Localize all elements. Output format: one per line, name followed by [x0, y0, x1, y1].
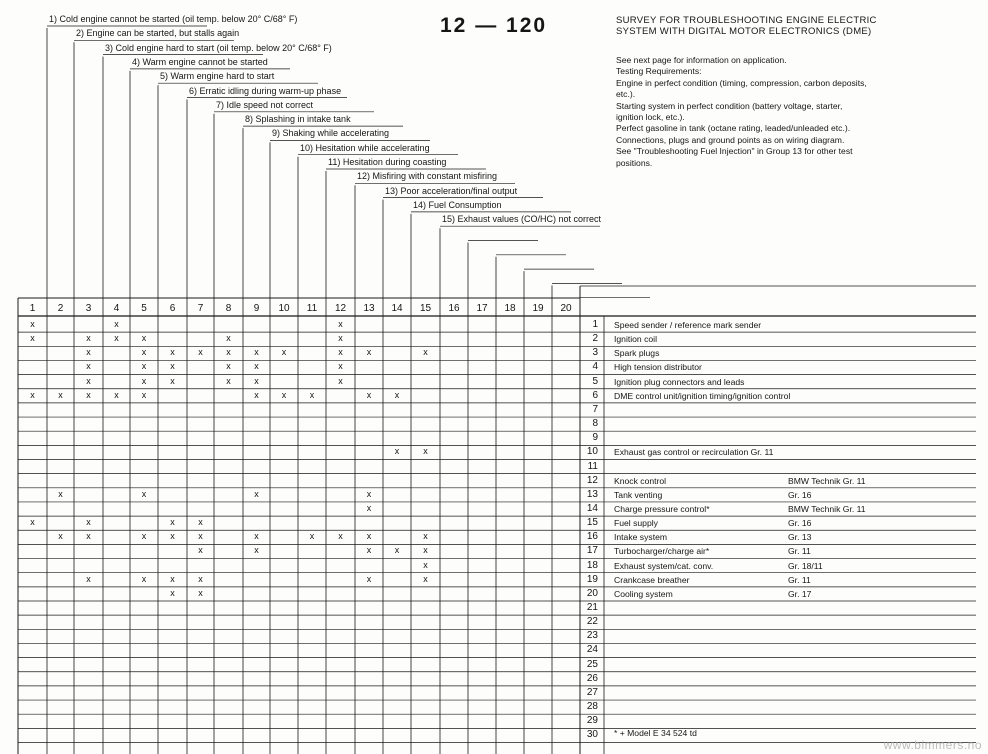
x-mark: x [366, 502, 372, 513]
column-number-4: 4 [113, 303, 120, 314]
symptom-label-6: 6) Erratic idling during warm-up phase [189, 85, 342, 96]
note-line: See "Troubleshooting Fuel Injection" in Group 13 for other test [616, 146, 853, 157]
x-mark: x [226, 361, 231, 372]
x-mark: x [366, 389, 372, 400]
x-mark: x [141, 573, 147, 584]
x-mark: x [198, 347, 203, 358]
row-label: Ignition plug connectors and leads [614, 376, 745, 387]
row-label: Tank venting [614, 489, 663, 500]
row-label: Turbocharger/charge air* [614, 546, 710, 557]
x-mark: x [141, 389, 147, 400]
row-label: Intake system [614, 532, 668, 543]
row-label: Spark plugs [614, 348, 660, 359]
x-mark: x [198, 517, 203, 528]
x-mark: x [423, 573, 428, 584]
row-group-reference: Gr. 13 [788, 532, 812, 543]
x-mark: x [366, 573, 372, 584]
row-number: 12 [586, 474, 598, 486]
row-number: 25 [586, 658, 598, 670]
note-line: See next page for information on application. [616, 55, 787, 65]
row-label: DME control unit/ignition timing/ignition control [614, 390, 791, 401]
x-mark: x [114, 333, 119, 344]
x-mark: x [86, 333, 91, 344]
column-number-20: 20 [560, 303, 572, 314]
survey-title-line: SYSTEM WITH DIGITAL MOTOR ELECTRONICS (DME) [616, 26, 872, 37]
column-number-9: 9 [253, 303, 260, 314]
symptom-label-13: 13) Poor acceleration/final output [385, 185, 518, 196]
x-mark: x [198, 587, 203, 598]
row-number: 23 [586, 630, 598, 642]
testing-requirements-notes [616, 55, 946, 169]
x-mark: x [114, 319, 119, 329]
row-number: 6 [592, 389, 598, 401]
row-number: 9 [592, 432, 598, 444]
row-number: 10 [586, 446, 598, 458]
x-mark: x [338, 531, 343, 542]
row-label: Fuel supply [614, 518, 658, 529]
column-number-14: 14 [391, 303, 403, 314]
row-label: Knock control [614, 475, 667, 486]
x-mark: x [170, 347, 175, 358]
symptom-label-3: 3) Cold engine hard to start (oil temp. below 20° C/68° F) [105, 42, 332, 53]
row-number: 21 [586, 602, 598, 613]
survey-title [616, 15, 877, 37]
symptom-label-2: 2) Engine can be started, but stalls again [76, 28, 240, 39]
row-label: Charge pressure control* [614, 503, 710, 514]
x-mark: x [86, 347, 91, 358]
row-number: 2 [592, 333, 598, 345]
x-mark: x [254, 545, 259, 556]
x-mark: x [86, 389, 91, 400]
x-mark: x [58, 531, 63, 542]
x-mark: x [338, 347, 343, 358]
row-label: Exhaust gas control or recirculation Gr. 11 [614, 447, 774, 458]
column-number-16: 16 [448, 303, 460, 314]
note-line: etc.). [616, 89, 636, 100]
row-label: Speed sender / reference mark sender [614, 320, 762, 330]
x-mark: x [86, 361, 91, 372]
x-mark: x [198, 573, 203, 584]
page-number: 12 — 120 [440, 14, 548, 37]
x-mark: x [30, 517, 35, 528]
note-line: Connections, plugs and ground points as on wiring diagram. [616, 134, 845, 145]
x-mark: x [309, 531, 315, 542]
row-group-reference: Gr. 17 [788, 588, 812, 599]
x-mark: x [86, 573, 91, 584]
column-number-13: 13 [363, 303, 375, 314]
x-mark: x [394, 545, 400, 556]
column-number-3: 3 [85, 303, 92, 314]
x-mark: x [58, 488, 63, 499]
row-number: 3 [592, 347, 598, 359]
watermark: www.bimmers.no [883, 738, 982, 752]
symptom-label-10: 10) Hesitation while accelerating [300, 142, 430, 153]
x-mark: x [114, 389, 119, 400]
symptom-label-1: 1) Cold engine cannot be started (oil temp. below 20° C/68° F) [49, 14, 298, 24]
x-mark: x [423, 531, 428, 542]
row-number: 19 [586, 573, 598, 585]
row-number: 18 [586, 559, 598, 571]
symptom-label-7: 7) Idle speed not correct [216, 99, 314, 110]
x-mark: x [366, 488, 372, 499]
row-label: Cooling system [614, 588, 673, 599]
row-number: 14 [586, 502, 598, 514]
symptom-label-8: 8) Splashing in intake tank [245, 114, 351, 125]
note-line: Engine in perfect condition (timing, compression, carbon deposits, [616, 77, 867, 88]
column-number-15: 15 [419, 303, 432, 314]
x-mark: x [30, 333, 35, 344]
column-number-12: 12 [334, 303, 347, 314]
x-mark: x [338, 375, 343, 386]
x-mark: x [170, 517, 175, 528]
x-mark: x [254, 488, 259, 499]
x-mark: x [338, 319, 343, 329]
row-number: 17 [586, 545, 598, 557]
note-line: Testing Requirements: [616, 66, 702, 77]
x-mark: x [423, 559, 428, 570]
x-mark: x [170, 573, 175, 584]
row-number: 4 [592, 361, 598, 373]
row-group-reference: BMW Technik Gr. 11 [788, 503, 866, 514]
x-mark: x [366, 545, 372, 556]
x-mark: x [281, 389, 287, 400]
row-number: 28 [586, 701, 598, 713]
symptom-label-4: 4) Warm engine cannot be started [132, 56, 268, 67]
row-number: 7 [592, 403, 598, 415]
x-mark: x [198, 531, 203, 542]
x-mark: x [30, 389, 35, 400]
column-number-17: 17 [476, 303, 488, 314]
row-group-reference: Gr. 16 [788, 489, 812, 500]
x-mark: x [86, 531, 91, 542]
x-mark: x [141, 488, 147, 499]
column-number-19: 19 [532, 303, 544, 314]
row-group-reference: Gr. 11 [788, 546, 811, 557]
x-mark: x [254, 361, 259, 372]
row-number: 5 [592, 375, 598, 387]
x-mark: x [254, 375, 259, 386]
x-mark: x [423, 545, 428, 556]
x-mark: x [309, 389, 315, 400]
x-mark: x [226, 347, 231, 358]
x-mark: x [141, 375, 147, 386]
column-number-6: 6 [169, 303, 176, 314]
x-mark: x [226, 333, 231, 344]
x-mark: x [141, 361, 147, 372]
x-mark: x [86, 517, 91, 528]
x-mark: x [423, 347, 428, 358]
x-mark: x [366, 531, 372, 542]
column-number-1: 1 [29, 303, 36, 314]
x-mark: x [141, 333, 147, 344]
row-label: Ignition coil [614, 334, 657, 345]
symptom-label-5: 5) Warm engine hard to start [160, 71, 275, 82]
row-number: 15 [586, 517, 598, 529]
column-number-2: 2 [57, 303, 64, 314]
x-mark: x [141, 347, 147, 358]
x-mark: x [170, 587, 175, 598]
x-mark: x [394, 389, 400, 400]
row-number: 27 [586, 686, 598, 698]
x-mark: x [170, 531, 175, 542]
row-number: 24 [586, 644, 598, 656]
x-mark: x [30, 319, 35, 329]
symptom-label-12: 12) Misfiring with constant misfiring [357, 171, 498, 182]
x-mark: x [141, 531, 147, 542]
symptom-label-15: 15) Exhaust values (CO/HC) not correct [442, 214, 602, 225]
row-number: 26 [586, 672, 598, 684]
row-number: 29 [586, 715, 598, 727]
x-mark: x [366, 347, 372, 358]
x-mark: x [254, 347, 259, 358]
row-label: High tension distributor [614, 362, 702, 373]
row-number: 20 [586, 587, 598, 599]
x-mark: x [226, 375, 231, 386]
x-mark: x [170, 361, 175, 372]
x-mark: x [423, 446, 428, 457]
column-number-11: 11 [306, 303, 318, 314]
row-group-reference: BMW Technik Gr. 11 [788, 475, 866, 486]
row-group-reference: Gr. 16 [788, 518, 812, 529]
row-group-reference: Gr. 11 [788, 574, 811, 585]
footnote: * + Model E 34 524 td [614, 728, 697, 738]
x-mark: x [338, 333, 343, 344]
column-number-7: 7 [197, 303, 204, 314]
row-label: Exhaust system/cat. conv. [614, 560, 714, 571]
symptom-label-9: 9) Shaking while accelerating [272, 128, 390, 139]
row-number: 1 [592, 319, 598, 330]
row-group-reference: Gr. 18/11 [788, 560, 823, 571]
symptom-label-11: 11) Hesitation during coasting [328, 157, 447, 167]
x-mark: x [254, 531, 259, 542]
row-label: Crankcase breather [614, 574, 690, 585]
row-number: 13 [586, 488, 598, 500]
x-mark: x [281, 347, 287, 358]
x-mark: x [58, 389, 63, 400]
row-number: 22 [586, 616, 598, 628]
row-number: 11 [587, 460, 598, 472]
note-line: ignition lock, etc.). [616, 112, 685, 123]
x-mark: x [338, 361, 343, 372]
column-number-5: 5 [141, 303, 147, 314]
note-line: Starting system in perfect condition (battery voltage, starter, [616, 100, 843, 111]
note-line: positions. [616, 157, 653, 168]
x-mark: x [198, 545, 203, 556]
x-mark: x [394, 446, 400, 457]
x-mark: x [254, 389, 259, 400]
row-number: 16 [586, 531, 598, 543]
survey-title-line: SURVEY FOR TROUBLESHOOTING ENGINE ELECTRIC [616, 15, 877, 26]
column-number-8: 8 [225, 303, 232, 314]
column-number-18: 18 [504, 303, 516, 314]
x-mark: x [86, 375, 91, 386]
row-number: 30 [586, 729, 598, 741]
note-line: Perfect gasoline in tank (octane rating, leaded/unleaded etc.). [616, 123, 851, 134]
column-number-10: 10 [278, 303, 290, 314]
row-number: 8 [592, 418, 598, 430]
symptom-label-14: 14) Fuel Consumption [413, 199, 502, 210]
x-mark: x [170, 375, 175, 386]
